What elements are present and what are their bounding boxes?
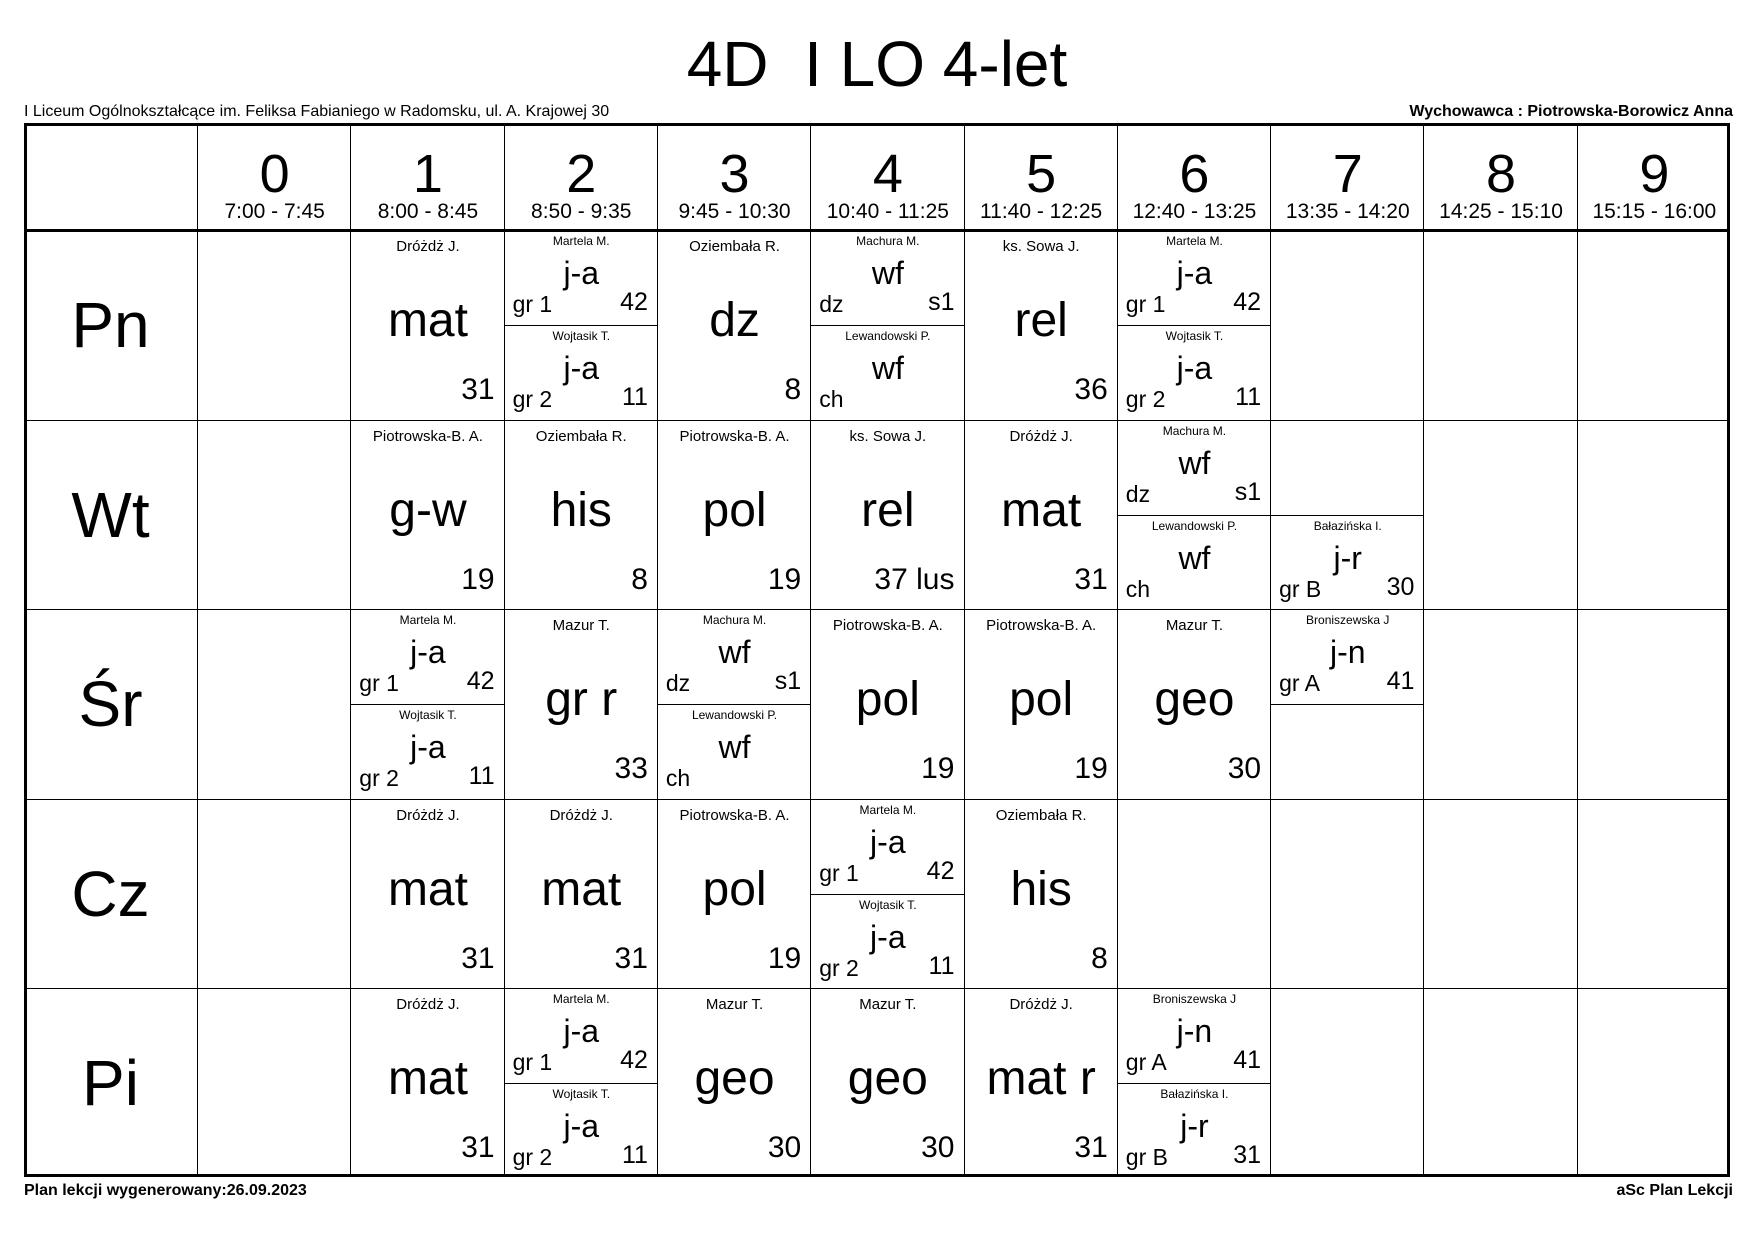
- group-divider: [1271, 704, 1424, 705]
- period-header: [1271, 126, 1424, 231]
- period-header: [351, 126, 504, 231]
- grid-column-line: [1577, 126, 1578, 1174]
- lesson-cell: [811, 989, 964, 1179]
- lesson-subject: his: [550, 483, 612, 537]
- lesson-teacher: Piotrowska-B. A.: [679, 806, 790, 824]
- period-header: [505, 126, 658, 231]
- lesson-room: 37 lus: [874, 562, 955, 596]
- grid-column-line: [197, 126, 198, 1174]
- lesson-subject: geo: [847, 1052, 928, 1105]
- lesson-group: dz: [1125, 480, 1151, 507]
- lesson-teacher: ks. Sowa J.: [849, 427, 927, 445]
- lesson-cell: [505, 610, 658, 800]
- lesson-group: gr B: [1279, 575, 1322, 602]
- lesson-room: s1: [774, 667, 802, 695]
- lesson-group-top: [658, 610, 811, 704]
- lesson-teacher: Dróżdż J.: [396, 806, 460, 824]
- lesson-teacher: Lewandowski P.: [1151, 518, 1238, 533]
- lesson-cell: [1271, 610, 1424, 800]
- period-time: 13:35 - 14:20: [1285, 200, 1410, 223]
- lesson-group-top: [505, 989, 658, 1083]
- lesson-group: gr A: [1125, 1049, 1167, 1075]
- lesson-room: 19: [921, 752, 955, 785]
- lesson-cell: [965, 800, 1118, 990]
- lesson-room: 19: [1074, 752, 1108, 785]
- lesson-subject: wf: [718, 634, 751, 670]
- lesson-room: 31: [1233, 1141, 1262, 1169]
- lesson-cell: [965, 231, 1118, 421]
- lesson-cell: [505, 231, 658, 421]
- lesson-room: s1: [1234, 477, 1262, 506]
- lesson-subject: j-a: [1176, 350, 1213, 386]
- lesson-group: gr 1: [1125, 291, 1166, 317]
- lesson-cell: [351, 610, 504, 800]
- lesson-room: 42: [1233, 288, 1262, 316]
- lesson-room: 42: [466, 667, 495, 695]
- lesson-cell: [811, 610, 964, 800]
- lesson-room: 36: [1074, 373, 1108, 406]
- lesson-teacher: Mazur T.: [1165, 617, 1224, 634]
- lesson-teacher: Wojtasik T.: [552, 329, 611, 343]
- lesson-subject: j-a: [410, 634, 446, 670]
- lesson-group-bot: [505, 325, 658, 420]
- lesson-group-top: [1118, 421, 1271, 515]
- lesson-cell: [658, 231, 811, 421]
- lesson-subject: mat: [1001, 483, 1082, 537]
- lesson-room: 41: [1233, 1046, 1262, 1074]
- lesson-cell: [505, 421, 658, 611]
- period-time: 12:40 - 13:25: [1132, 200, 1257, 223]
- lesson-teacher: Broniszewska J: [1152, 992, 1237, 1006]
- lesson-room: 11: [468, 762, 495, 790]
- lesson-subject: j-r: [1333, 539, 1362, 576]
- period-time: 15:15 - 16:00: [1592, 200, 1717, 223]
- lesson-room: 11: [1235, 383, 1262, 411]
- lesson-cell: [658, 989, 811, 1179]
- period-number: 9: [1639, 144, 1670, 204]
- lesson-room: 30: [767, 1131, 802, 1164]
- lesson-teacher: Bałazińska I.: [1160, 1087, 1229, 1101]
- lesson-teacher: Dróżdż J.: [396, 996, 460, 1013]
- lesson-teacher: Piotrowska-B. A.: [372, 427, 483, 445]
- lesson-cell: [658, 421, 811, 611]
- lesson-group-top: [505, 231, 658, 325]
- period-number: 0: [259, 144, 290, 204]
- lesson-room: 8: [784, 373, 802, 406]
- lesson-group-bot: [658, 704, 811, 799]
- lesson-group-bot: [505, 1083, 658, 1178]
- lesson-group: gr B: [1125, 1144, 1168, 1170]
- lesson-group: gr 1: [359, 670, 399, 696]
- lesson-group-bot: [1118, 1083, 1271, 1178]
- lesson-cell: [965, 610, 1118, 800]
- lesson-room: 31: [461, 941, 495, 975]
- lesson-room: 30: [1386, 572, 1415, 601]
- lesson-room: 30: [921, 1131, 955, 1164]
- lesson-group: gr 1: [512, 291, 553, 317]
- lesson-subject: wf: [871, 255, 904, 291]
- lesson-subject: pol: [702, 483, 767, 537]
- lesson-cell: [965, 421, 1118, 611]
- lesson-group-top: [1271, 610, 1424, 704]
- lesson-subject: j-a: [563, 255, 600, 291]
- lesson-subject: j-a: [563, 1013, 600, 1049]
- lesson-teacher: Wojtasik T.: [552, 1087, 611, 1101]
- lesson-group: gr 2: [512, 386, 553, 412]
- lesson-room: 42: [926, 856, 955, 885]
- lesson-cell: [1118, 610, 1271, 800]
- lesson-subject: wf: [718, 729, 751, 765]
- lesson-subject: j-a: [563, 350, 600, 386]
- lesson-subject: j-a: [563, 1108, 600, 1144]
- lesson-subject: g-w: [389, 483, 467, 537]
- lesson-cell: [658, 800, 811, 990]
- lesson-room: 19: [461, 562, 495, 596]
- period-header: [1118, 126, 1271, 231]
- period-time: 10:40 - 11:25: [826, 200, 949, 223]
- lesson-room: 33: [614, 752, 648, 785]
- period-header: [811, 126, 964, 231]
- lesson-subject: mat: [541, 862, 622, 916]
- lesson-subject: j-n: [1176, 1013, 1213, 1049]
- lesson-group: ch: [819, 386, 844, 412]
- lesson-cell: [351, 421, 504, 611]
- lesson-cell: [351, 989, 504, 1179]
- lesson-room: 31: [1074, 1131, 1108, 1164]
- lesson-room: 19: [767, 562, 802, 596]
- period-time: 7:00 - 7:45: [224, 200, 325, 223]
- period-time: 8:50 - 9:35: [531, 200, 632, 223]
- lesson-subject: geo: [1154, 673, 1235, 726]
- lesson-group-bot: [811, 894, 964, 989]
- lesson-group-top: [811, 231, 964, 325]
- lesson-room: 19: [767, 941, 802, 975]
- lesson-teacher: Machura M.: [856, 234, 920, 248]
- lesson-group: dz: [819, 291, 844, 317]
- lesson-teacher: Wojtasik T.: [859, 897, 917, 912]
- period-header: [198, 126, 351, 231]
- lesson-teacher: Machura M.: [702, 613, 767, 627]
- lesson-subject: rel: [1014, 294, 1068, 347]
- lesson-subject: pol: [702, 862, 767, 916]
- lesson-teacher: Wojtasik T.: [1165, 329, 1224, 343]
- lesson-teacher: Lewandowski P.: [845, 329, 931, 343]
- lesson-cell: [505, 989, 658, 1179]
- lesson-subject: j-a: [410, 729, 446, 765]
- lesson-teacher: Piotrowska-B. A.: [679, 427, 790, 445]
- lesson-room: 31: [1074, 562, 1108, 596]
- period-number: 5: [1026, 144, 1057, 204]
- generated-date: Plan lekcji wygenerowany:26.09.2023: [24, 1182, 307, 1199]
- lesson-teacher: Broniszewska J: [1306, 613, 1390, 627]
- period-time: 14:25 - 15:10: [1439, 200, 1563, 223]
- lesson-teacher: ks. Sowa J.: [1002, 238, 1080, 255]
- lesson-cell: [1118, 231, 1271, 421]
- lesson-subject: mat: [387, 862, 468, 916]
- page-title: 4D I LO 4-let: [686, 28, 1068, 100]
- lesson-cell: [351, 231, 504, 421]
- lesson-teacher: Mazur T.: [552, 617, 610, 634]
- timetable-grid: [24, 123, 1730, 1177]
- lesson-group-bot: [351, 704, 504, 799]
- lesson-room: 11: [621, 383, 648, 411]
- lesson-teacher: Lewandowski P.: [691, 708, 778, 722]
- day-label: Cz: [71, 857, 150, 930]
- lesson-subject: pol: [1009, 673, 1074, 726]
- lesson-subject: j-a: [870, 918, 906, 955]
- lesson-subject: j-n: [1329, 634, 1366, 670]
- lesson-subject: rel: [861, 483, 915, 537]
- lesson-teacher: Oziembała R.: [535, 427, 627, 445]
- lesson-group: gr 2: [512, 1144, 553, 1170]
- lesson-group: gr A: [1279, 670, 1321, 696]
- lesson-teacher: Dróżdż J.: [549, 806, 613, 824]
- software-credit: aSc Plan Lekcji: [1616, 1182, 1733, 1199]
- lesson-teacher: Machura M.: [1162, 423, 1227, 438]
- lesson-room: 31: [614, 941, 648, 975]
- lesson-group: ch: [665, 765, 691, 791]
- lesson-group-bot: [1118, 325, 1271, 420]
- day-label: Śr: [78, 668, 143, 740]
- lesson-room: 41: [1386, 667, 1415, 695]
- lesson-group: ch: [1125, 575, 1151, 602]
- period-time: 8:00 - 8:45: [377, 200, 479, 223]
- lesson-cell: [811, 800, 964, 990]
- lesson-cell: [1118, 421, 1271, 611]
- lesson-group: gr 2: [1125, 386, 1166, 412]
- lesson-group-top: [351, 610, 504, 704]
- lesson-subject: j-a: [870, 823, 906, 860]
- lesson-subject: j-r: [1180, 1108, 1209, 1144]
- lesson-teacher: Mazur T.: [859, 996, 917, 1013]
- lesson-room: 30: [1227, 752, 1262, 785]
- lesson-group: gr 2: [819, 954, 859, 981]
- lesson-teacher: Dróżdż J.: [396, 238, 460, 255]
- lesson-room: 11: [621, 1141, 648, 1169]
- lesson-cell: [658, 610, 811, 800]
- lesson-subject: wf: [1178, 444, 1211, 481]
- lesson-cell: [505, 800, 658, 990]
- lesson-cell: [811, 421, 964, 611]
- lesson-room: 31: [461, 1131, 495, 1164]
- lesson-group-bot: [1118, 515, 1271, 610]
- lesson-teacher: Mazur T.: [705, 996, 764, 1013]
- lesson-cell: [1271, 421, 1424, 611]
- lesson-cell: [811, 231, 964, 421]
- lesson-group-bot: [1271, 515, 1424, 610]
- lesson-subject: his: [1010, 862, 1072, 916]
- period-time: 9:45 - 10:30: [678, 200, 791, 223]
- lesson-room: 42: [620, 288, 648, 316]
- lesson-room: s1: [928, 288, 955, 316]
- lesson-group: gr 1: [512, 1049, 553, 1075]
- lesson-group: gr 1: [819, 859, 859, 886]
- lesson-teacher: Wojtasik T.: [399, 708, 457, 722]
- lesson-group-top: [1118, 989, 1271, 1083]
- day-label: Wt: [71, 478, 150, 551]
- lesson-subject: gr r: [545, 673, 618, 726]
- lesson-group-top: [1118, 231, 1271, 325]
- lesson-subject: dz: [709, 294, 760, 347]
- school-name: I Liceum Ogólnokształcące im. Feliksa Fabianiego w Radomsku, ul. A. Krajowej 30: [24, 103, 610, 120]
- lesson-cell: [1118, 989, 1271, 1179]
- lesson-subject: j-a: [1176, 255, 1213, 291]
- period-header: [658, 126, 811, 231]
- lesson-room: 31: [461, 373, 495, 406]
- lesson-subject: wf: [871, 350, 904, 386]
- period-time: 11:40 - 12:25: [980, 200, 1103, 223]
- lesson-teacher: Martela M.: [552, 234, 610, 248]
- lesson-group: gr 2: [359, 765, 399, 791]
- period-number: 1: [412, 144, 443, 204]
- lesson-teacher: Piotrowska-B. A.: [832, 617, 943, 634]
- lesson-subject: mat r: [986, 1052, 1096, 1105]
- lesson-teacher: Bałazińska I.: [1313, 518, 1382, 533]
- lesson-teacher: Dróżdż J.: [1009, 996, 1073, 1013]
- day-label: Pi: [82, 1047, 139, 1119]
- lesson-cell: [351, 800, 504, 990]
- lesson-subject: geo: [694, 1052, 775, 1105]
- period-number: 6: [1179, 144, 1210, 204]
- lesson-subject: mat: [387, 294, 468, 347]
- lesson-subject: pol: [855, 673, 920, 726]
- lesson-room: 42: [620, 1046, 648, 1074]
- lesson-room: 11: [928, 951, 955, 980]
- period-header: [1424, 126, 1577, 231]
- lesson-teacher: Piotrowska-B. A.: [986, 617, 1097, 634]
- lesson-subject: wf: [1178, 539, 1211, 576]
- lesson-teacher: Martela M.: [552, 992, 610, 1006]
- period-number: 7: [1332, 144, 1363, 204]
- lesson-group-top: [811, 800, 964, 894]
- lesson-room: 8: [1091, 941, 1108, 975]
- period-number: 8: [1486, 144, 1517, 204]
- lesson-group-bot: [811, 325, 964, 420]
- period-number: 4: [872, 144, 903, 204]
- day-label: Pn: [71, 289, 150, 361]
- lesson-teacher: Martela M.: [859, 802, 917, 817]
- lesson-teacher: Oziembała R.: [689, 238, 780, 255]
- lesson-subject: mat: [387, 1052, 468, 1105]
- lesson-teacher: Martela M.: [1166, 234, 1223, 248]
- lesson-cell: [965, 989, 1118, 1179]
- period-number: 2: [566, 144, 597, 204]
- lesson-teacher: Martela M.: [399, 613, 457, 627]
- period-header: [1578, 126, 1731, 231]
- lesson-teacher: Oziembała R.: [995, 806, 1087, 824]
- period-number: 3: [719, 144, 750, 204]
- lesson-group: dz: [665, 670, 691, 696]
- lesson-room: 8: [631, 562, 648, 596]
- lesson-teacher: Dróżdż J.: [1009, 427, 1073, 445]
- class-tutor: Wychowawca : Piotrowska-Borowicz Anna: [1409, 103, 1733, 120]
- period-header: [965, 126, 1118, 231]
